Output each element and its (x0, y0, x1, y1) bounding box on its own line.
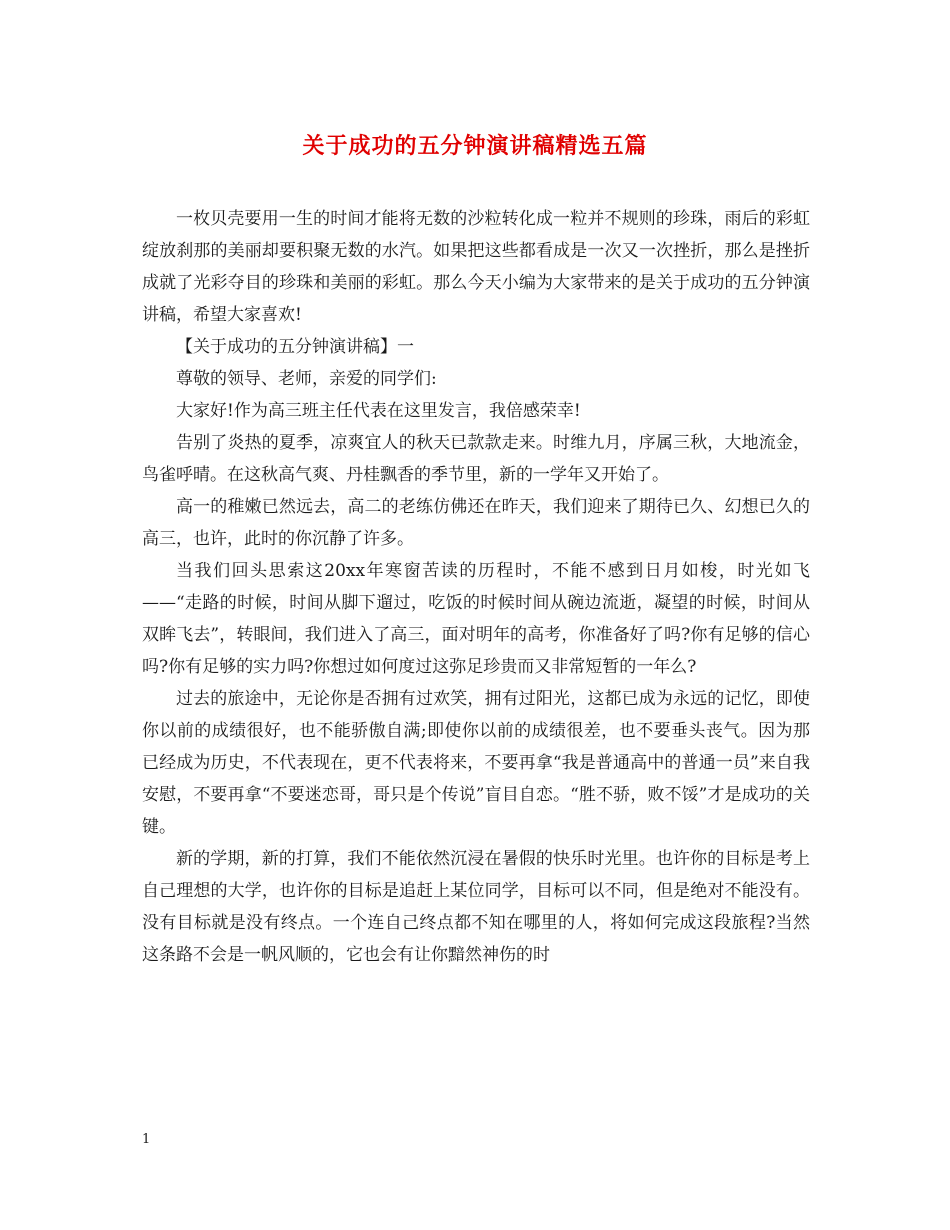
paragraph-section-heading: 【关于成功的五分钟演讲稿】一 (176, 337, 414, 357)
paragraph-salutation: 尊敬的领导、老师，亲爱的同学们: (176, 369, 437, 389)
paragraph-reflection: 当我们回头思索这20xx年寒窗苦读的历程时，不能不感到日月如梭，时光如飞——“走路的时候，时间从脚下遛过，吃饭的时候时间从碗边流逝，凝望的时候，时间从双眸飞去”，转眼间，我们进入了高三，面对明年的高考，你准备好了吗?你有足够的信心吗?你有足够的实力吗?你想过如何度过这弥足珍贵而又非常短暂的一年么? (142, 561, 810, 677)
paragraph-new-semester: 新的学期，新的打算，我们不能依然沉浸在暑假的快乐时光里。也许你的目标是考上自己理想的大学，也许你的目标是追赶上某位同学，目标可以不同，但是绝对不能没有。没有目标就是没有终点。一个连自己终点都不知在哪里的人，将如何完成这段旅程?当然这条路不会是一帆风顺的，它也会有让你黯然神伤的时 (142, 849, 810, 965)
paragraph-greeting: 大家好!作为高三班主任代表在这里发言，我倍感荣幸! (176, 401, 581, 421)
paragraph-senior-year: 高一的稚嫩已然远去，高二的老练仿佛还在昨天，我们迎来了期待已久、幻想已久的高三，也许，此时的你沉静了许多。 (142, 497, 810, 549)
page-number: 1 (142, 1132, 151, 1147)
paragraph-past-journey: 过去的旅途中，无论你是否拥有过欢笑，拥有过阳光，这都已成为永远的记忆，即使你以前的成绩很好，也不能骄傲自满;即使你以前的成绩很差，也不要垂头丧气。因为那已经成为历史，不代表现在，更不代表将来，不要再拿“我是普通高中的普通一员”来自我安慰，不要再拿“不要迷恋哥，哥只是个传说”盲目自恋。“胜不骄，败不馁”才是成功的关键。 (142, 689, 810, 837)
document-title: 关于成功的五分钟演讲稿精选五篇 (302, 133, 648, 159)
paragraph-season: 告别了炎热的夏季，凉爽宜人的秋天已款款走来。时维九月，序属三秋，大地流金，鸟雀呼晴。在这秋高气爽、丹桂飘香的季节里，新的一学年又开始了。 (142, 433, 810, 485)
document-body (142, 203, 810, 971)
paragraph-intro: 一枚贝壳要用一生的时间才能将无数的沙粒转化成一粒并不规则的珍珠，雨后的彩虹绽放刹那的美丽却要积聚无数的水汽。如果把这些都看成是一次又一次挫折，那么是挫折成就了光彩夺目的珍珠和美丽的彩虹。那么今天小编为大家带来的是关于成功的五分钟演讲稿，希望大家喜欢! (142, 209, 810, 325)
